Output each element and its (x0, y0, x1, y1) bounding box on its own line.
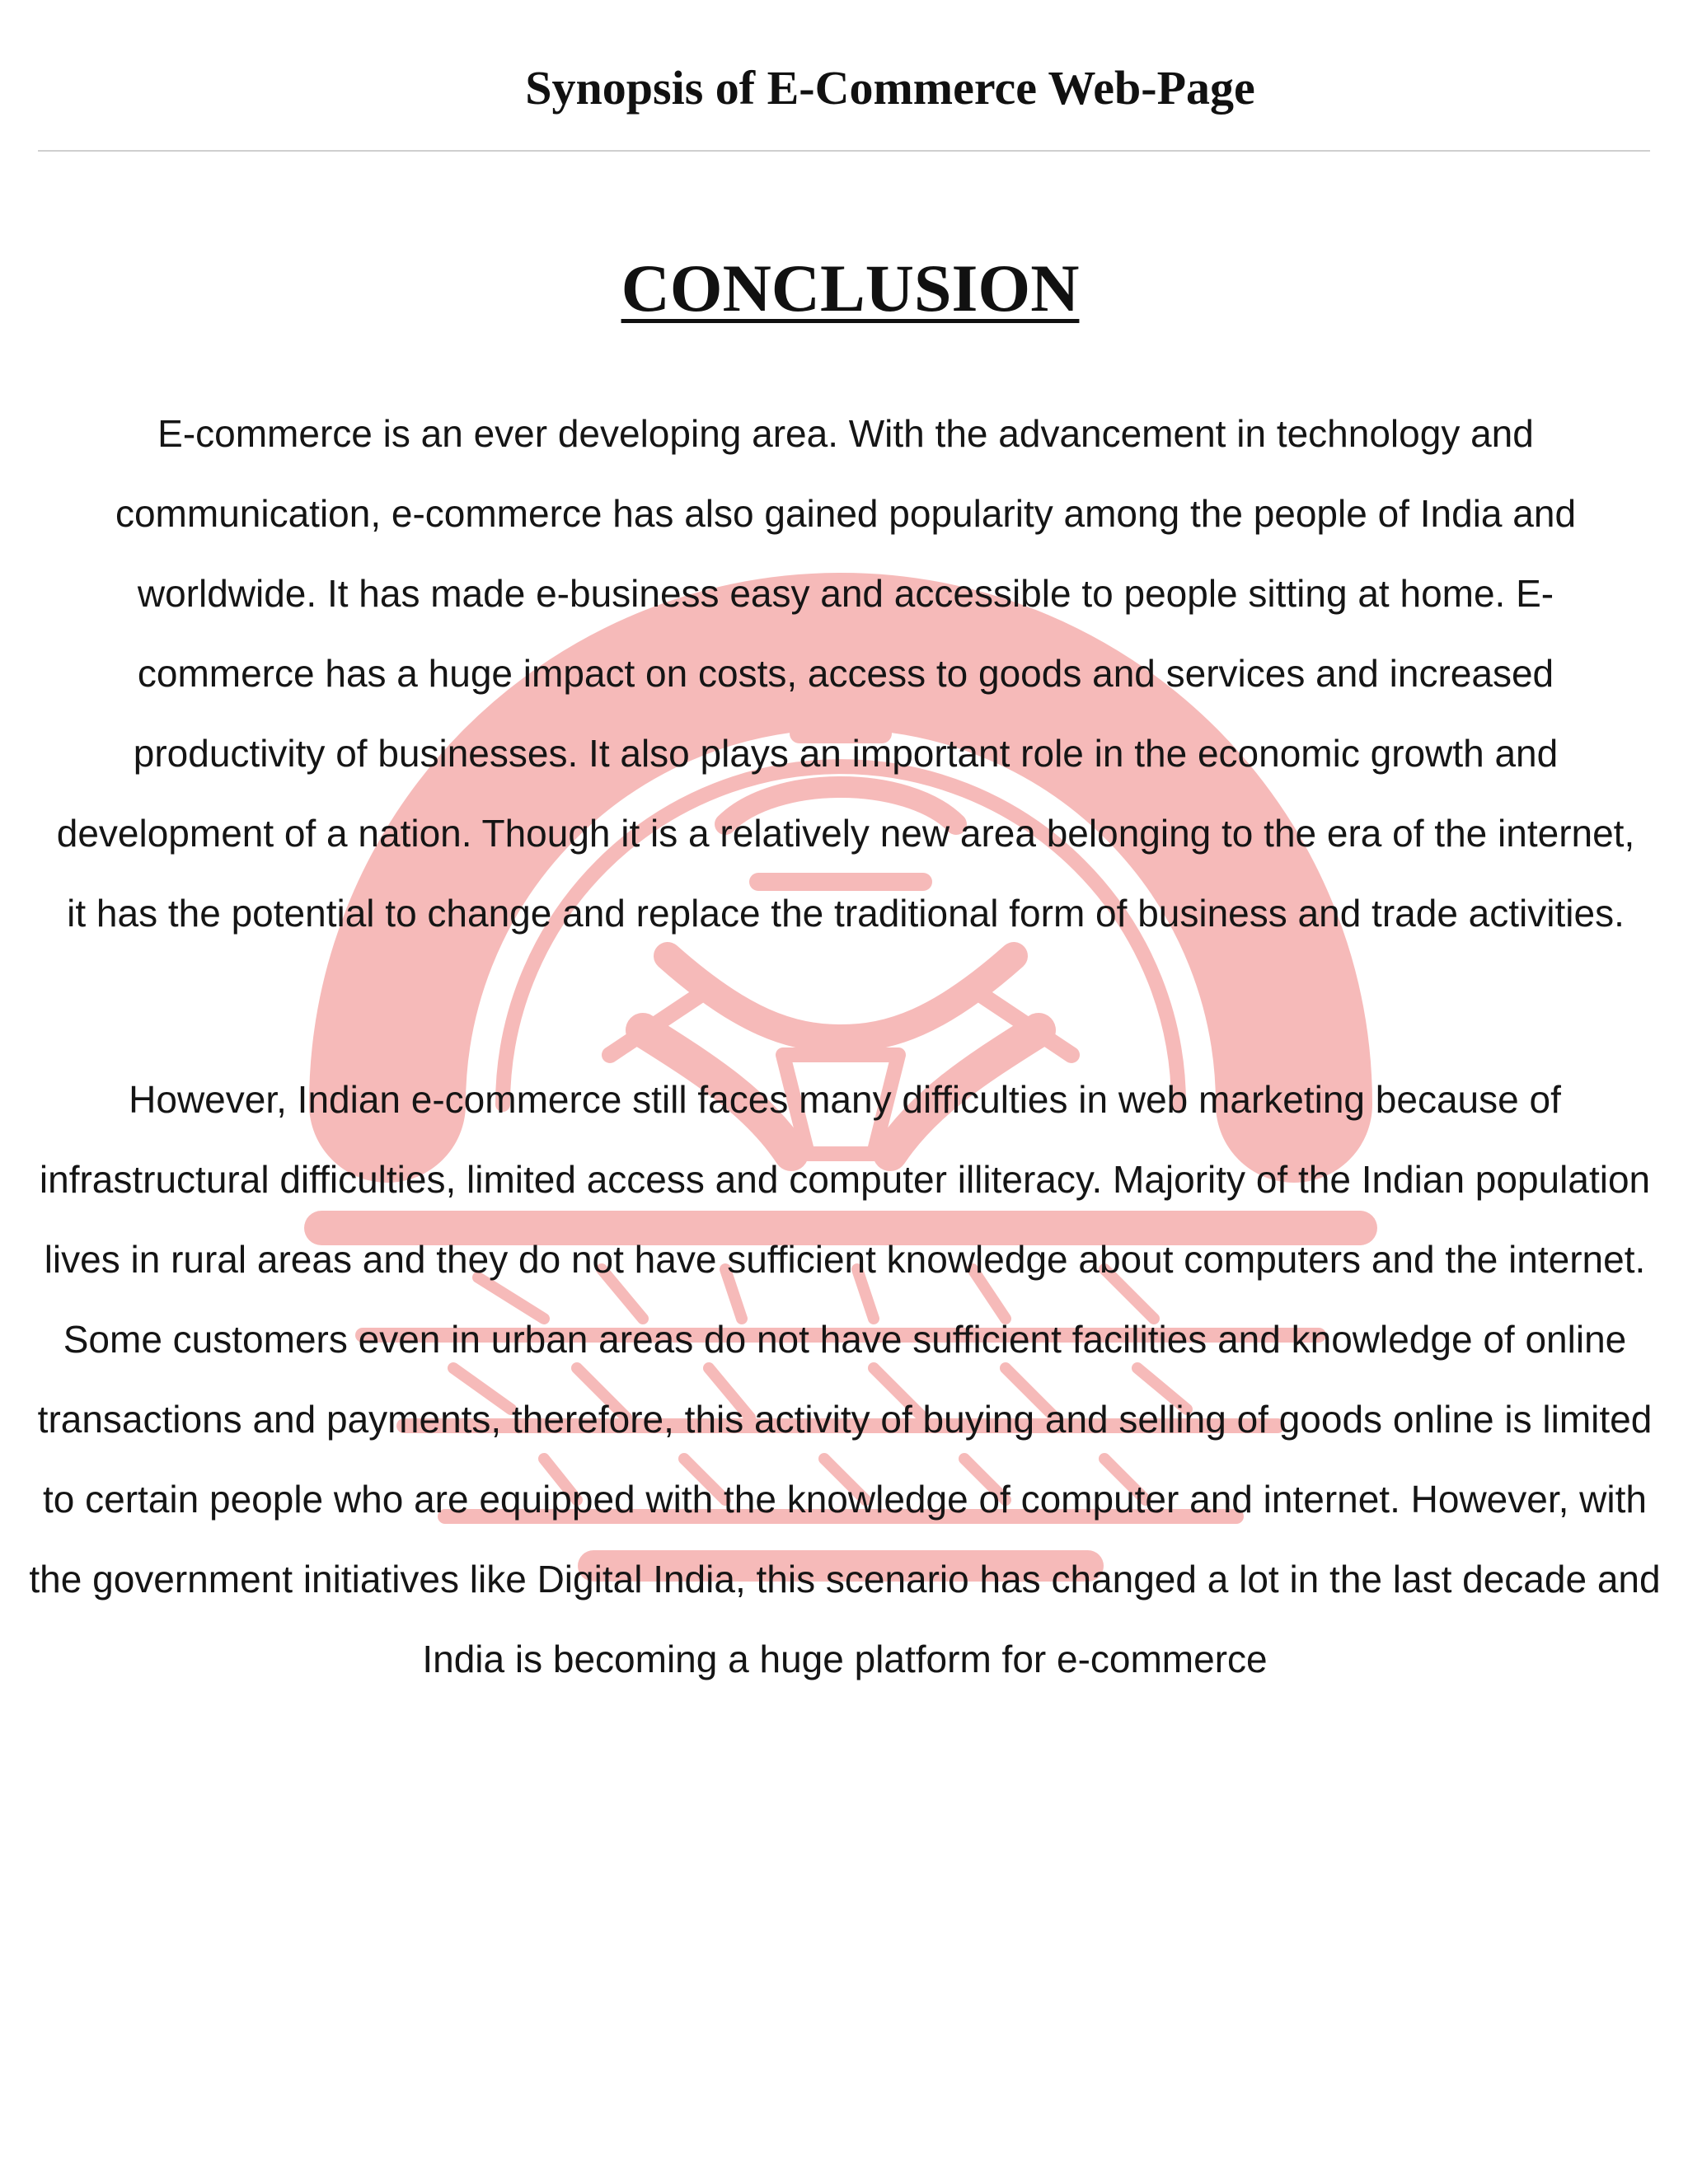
page-header-title: Synopsis of E-Commerce Web-Page (525, 61, 1255, 115)
conclusion-heading: CONCLUSION (621, 251, 1080, 326)
header-divider (38, 150, 1650, 152)
conclusion-paragraph-2: However, Indian e-commerce still faces many difficulties in web marketing because of infrastructural difficulties, limited access and computer illiteracy. Majority of the Indian population lives in rural areas and they do not have sufficient knowledge about computers and the internet. Some customers even in urban areas do not have sufficient facilities and knowledge of online transactions and payments, therefore, this activity of buying and selling of goods online is limited to certain people who are equipped with the knowledge of computer and internet. However, with the government initiatives like Digital India, this scenario has changed a lot in the last decade and India is becoming a huge platform for e-commerce (29, 1078, 1661, 1680)
conclusion-paragraph-1: E-commerce is an ever developing area. With the advancement in technology and communication, e-commerce has also gained popularity among the people of India and worldwide. It has made e-business easy and accessible to people sitting at home. E-commerce has a huge impact on costs, access to goods and services and increased productivity of businesses. It also plays an important role in the economic growth and development of a nation. Though it is a relatively new area belonging to the era of the internet, it has the potential to change and replace the traditional form of business and trade activities. (56, 412, 1635, 935)
